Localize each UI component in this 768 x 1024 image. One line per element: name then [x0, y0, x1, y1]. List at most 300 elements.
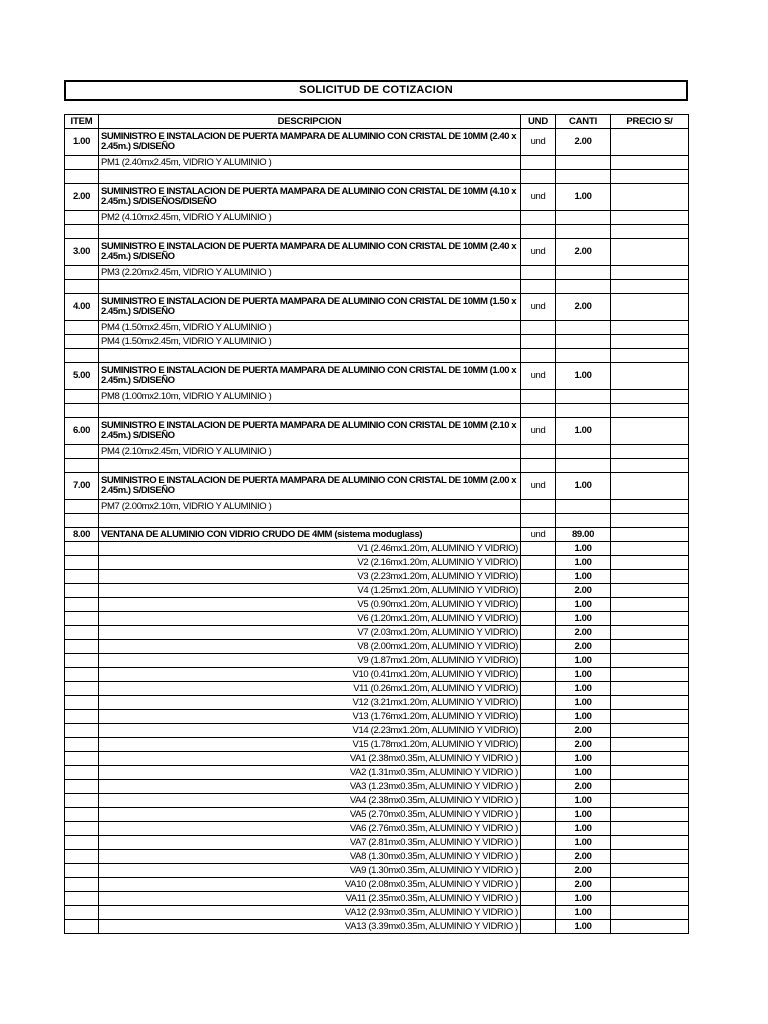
detail-row [65, 390, 689, 404]
window-empty [521, 696, 556, 710]
spacer-cell [556, 514, 611, 528]
item-quantity: 1.00 [556, 418, 611, 445]
window-empty [65, 556, 99, 570]
window-description: V5 (0.90mx1.20m, ALUMINIO Y VIDRIO) [99, 598, 521, 612]
detail-row [65, 156, 689, 170]
table-row [65, 129, 689, 156]
item-description: SUMINISTRO E INSTALACION DE PUERTA MAMPARA DE ALUMINIO CON CRISTAL DE 10MM (2.40 x 2.45m.) S/DISEÑO [99, 129, 521, 156]
window-row [65, 710, 689, 724]
spacer-cell [521, 225, 556, 239]
spacer-cell [556, 225, 611, 239]
item-number: 1.00 [65, 129, 99, 156]
window-empty [65, 808, 99, 822]
detail-empty [65, 211, 99, 225]
detail-empty [521, 445, 556, 459]
item-unit: und [521, 418, 556, 445]
window-description: VA3 (1.23mx0.35m, ALUMINIO Y VIDRIO ) [99, 780, 521, 794]
window-quantity: 2.00 [556, 640, 611, 654]
window-row [65, 794, 689, 808]
detail-empty [556, 321, 611, 335]
window-description: VA2 (1.31mx0.35m, ALUMINIO Y VIDRIO ) [99, 766, 521, 780]
detail-description: PM7 (2.00mx2.10m, VIDRIO Y ALUMINIO ) [99, 500, 521, 514]
item-unit: und [521, 294, 556, 321]
spacer-cell [556, 349, 611, 363]
window-empty [521, 654, 556, 668]
window-description: V15 (1.78mx1.20m, ALUMINIO Y VIDRIO) [99, 738, 521, 752]
detail-row [65, 445, 689, 459]
window-row [65, 542, 689, 556]
window-empty [521, 724, 556, 738]
item-unit: und [521, 473, 556, 500]
window-quantity: 1.00 [556, 920, 611, 934]
window-quantity: 1.00 [556, 570, 611, 584]
window-empty [521, 794, 556, 808]
detail-empty [65, 500, 99, 514]
spacer-cell [65, 225, 99, 239]
spacer-cell [521, 280, 556, 294]
spacer-cell [99, 225, 521, 239]
window-empty [65, 710, 99, 724]
detail-empty [521, 156, 556, 170]
item-unit: und [521, 528, 556, 542]
window-quantity: 2.00 [556, 878, 611, 892]
detail-empty [611, 500, 689, 514]
spacer-cell [99, 514, 521, 528]
window-row [65, 892, 689, 906]
spacer-cell [99, 404, 521, 418]
window-description: VA4 (2.38mx0.35m, ALUMINIO Y VIDRIO ) [99, 794, 521, 808]
spacer-cell [99, 280, 521, 294]
window-row [65, 626, 689, 640]
item-description: SUMINISTRO E INSTALACION DE PUERTA MAMPARA DE ALUMINIO CON CRISTAL DE 10MM (1.50 x 2.45m.) S/DISEÑO [99, 294, 521, 321]
detail-empty [521, 321, 556, 335]
window-price [611, 906, 689, 920]
item-price [611, 294, 689, 321]
spacer-row [65, 404, 689, 418]
detail-empty [65, 445, 99, 459]
header-descripcion: DESCRIPCION [99, 115, 521, 129]
window-empty [521, 640, 556, 654]
window-empty [65, 640, 99, 654]
window-quantity: 1.00 [556, 668, 611, 682]
detail-empty [556, 500, 611, 514]
window-empty [65, 682, 99, 696]
window-empty [65, 794, 99, 808]
window-quantity: 1.00 [556, 766, 611, 780]
window-price [611, 640, 689, 654]
item-number: 5.00 [65, 363, 99, 390]
window-empty [521, 598, 556, 612]
window-empty [65, 850, 99, 864]
window-price [611, 780, 689, 794]
table-header-row [65, 115, 689, 129]
spacer-row [65, 280, 689, 294]
detail-empty [65, 321, 99, 335]
window-empty [521, 892, 556, 906]
quotation-table [64, 114, 689, 934]
item-quantity: 1.00 [556, 363, 611, 390]
window-price [611, 822, 689, 836]
spacer-cell [65, 349, 99, 363]
window-row [65, 654, 689, 668]
window-quantity: 1.00 [556, 654, 611, 668]
window-empty [521, 906, 556, 920]
detail-empty [556, 266, 611, 280]
detail-empty [65, 266, 99, 280]
window-row [65, 864, 689, 878]
table-row [65, 294, 689, 321]
spacer-cell [521, 170, 556, 184]
window-price [611, 654, 689, 668]
table-row [65, 363, 689, 390]
window-description: V9 (1.87mx1.20m, ALUMINIO Y VIDRIO) [99, 654, 521, 668]
detail-empty [611, 211, 689, 225]
item-price [611, 239, 689, 266]
detail-empty [611, 445, 689, 459]
item-quantity: 1.00 [556, 473, 611, 500]
detail-row [65, 500, 689, 514]
window-empty [521, 570, 556, 584]
window-price [611, 556, 689, 570]
spacer-cell [65, 514, 99, 528]
window-quantity: 1.00 [556, 794, 611, 808]
window-description: V12 (3.21mx1.20m, ALUMINIO Y VIDRIO) [99, 696, 521, 710]
window-description: V11 (0.26mx1.20m, ALUMINIO Y VIDRIO) [99, 682, 521, 696]
window-price [611, 808, 689, 822]
detail-description: PM4 (2.10mx2.45m, VIDRIO Y ALUMINIO ) [99, 445, 521, 459]
detail-row [65, 321, 689, 335]
window-empty [65, 654, 99, 668]
window-empty [521, 808, 556, 822]
window-empty [521, 556, 556, 570]
item-description: SUMINISTRO E INSTALACION DE PUERTA MAMPARA DE ALUMINIO CON CRISTAL DE 10MM (1.00 x 2.45m.) S/DISEÑO [99, 363, 521, 390]
detail-empty [521, 335, 556, 349]
window-price [611, 584, 689, 598]
window-row [65, 808, 689, 822]
window-description: V2 (2.16mx1.20m, ALUMINIO Y VIDRIO) [99, 556, 521, 570]
window-empty [521, 668, 556, 682]
window-quantity: 1.00 [556, 542, 611, 556]
window-empty [521, 920, 556, 934]
window-row [65, 780, 689, 794]
window-price [611, 766, 689, 780]
window-row [65, 878, 689, 892]
window-description: V8 (2.00mx1.20m, ALUMINIO Y VIDRIO) [99, 640, 521, 654]
window-quantity: 1.00 [556, 612, 611, 626]
window-empty [65, 542, 99, 556]
item-number: 7.00 [65, 473, 99, 500]
window-price [611, 626, 689, 640]
window-description: VA12 (2.93mx0.35m, ALUMINIO Y VIDRIO ) [99, 906, 521, 920]
spacer-cell [556, 170, 611, 184]
detail-empty [611, 321, 689, 335]
detail-empty [556, 390, 611, 404]
window-description: VA9 (1.30mx0.35m, ALUMINIO Y VIDRIO ) [99, 864, 521, 878]
item-price [611, 129, 689, 156]
window-description: VA8 (1.30mx0.35m, ALUMINIO Y VIDRIO ) [99, 850, 521, 864]
window-empty [65, 570, 99, 584]
window-quantity: 2.00 [556, 738, 611, 752]
window-price [611, 878, 689, 892]
detail-description: PM8 (1.00mx2.10m, VIDRIO Y ALUMINIO ) [99, 390, 521, 404]
window-empty [521, 752, 556, 766]
item-description: SUMINISTRO E INSTALACION DE PUERTA MAMPARA DE ALUMINIO CON CRISTAL DE 10MM (2.10 x 2.45m.) S/DISEÑO [99, 418, 521, 445]
window-quantity: 1.00 [556, 556, 611, 570]
spacer-cell [65, 459, 99, 473]
window-description: V3 (2.23mx1.20m, ALUMINIO Y VIDRIO) [99, 570, 521, 584]
window-row [65, 598, 689, 612]
item-unit: und [521, 129, 556, 156]
detail-row [65, 266, 689, 280]
header-canti: CANTI [556, 115, 611, 129]
window-empty [65, 752, 99, 766]
page-title: SOLICITUD DE COTIZACION [64, 80, 688, 101]
item-unit: und [521, 239, 556, 266]
window-empty [521, 542, 556, 556]
item-price [611, 184, 689, 211]
detail-description: PM4 (1.50mx2.45m, VIDRIO Y ALUMINIO ) [99, 321, 521, 335]
detail-empty [556, 156, 611, 170]
item-number: 2.00 [65, 184, 99, 211]
header-item: ITEM [65, 115, 99, 129]
window-empty [65, 696, 99, 710]
table-row [65, 418, 689, 445]
window-row [65, 556, 689, 570]
detail-empty [556, 335, 611, 349]
window-row [65, 906, 689, 920]
detail-empty [521, 211, 556, 225]
window-price [611, 682, 689, 696]
window-quantity: 1.00 [556, 696, 611, 710]
spacer-row [65, 225, 689, 239]
item-price [611, 418, 689, 445]
window-empty [521, 710, 556, 724]
spacer-cell [521, 404, 556, 418]
window-empty [65, 878, 99, 892]
item-number: 3.00 [65, 239, 99, 266]
detail-empty [611, 266, 689, 280]
item-unit: und [521, 363, 556, 390]
detail-empty [611, 335, 689, 349]
window-empty [521, 766, 556, 780]
spacer-cell [611, 280, 689, 294]
spacer-cell [611, 225, 689, 239]
window-price [611, 794, 689, 808]
detail-description: PM4 (1.50mx2.45m, VIDRIO Y ALUMINIO ) [99, 335, 521, 349]
window-price [611, 836, 689, 850]
window-description: VA13 (3.39mx0.35m, ALUMINIO Y VIDRIO ) [99, 920, 521, 934]
item-number: 4.00 [65, 294, 99, 321]
window-quantity: 1.00 [556, 598, 611, 612]
window-empty [521, 836, 556, 850]
window-row [65, 766, 689, 780]
window-quantity: 2.00 [556, 626, 611, 640]
window-price [611, 598, 689, 612]
detail-empty [611, 156, 689, 170]
detail-empty [65, 156, 99, 170]
window-price [611, 612, 689, 626]
window-empty [65, 920, 99, 934]
detail-description: PM3 (2.20mx2.45m, VIDRIO Y ALUMINIO ) [99, 266, 521, 280]
window-price [611, 892, 689, 906]
window-empty [65, 598, 99, 612]
window-row [65, 612, 689, 626]
window-price [611, 710, 689, 724]
window-quantity: 1.00 [556, 752, 611, 766]
spacer-row [65, 514, 689, 528]
window-empty [521, 584, 556, 598]
detail-row [65, 335, 689, 349]
window-quantity: 1.00 [556, 710, 611, 724]
spacer-cell [611, 349, 689, 363]
spacer-row [65, 170, 689, 184]
window-description: VA11 (2.35mx0.35m, ALUMINIO Y VIDRIO ) [99, 892, 521, 906]
detail-description: PM1 (2.40mx2.45m, VIDRIO Y ALUMINIO ) [99, 156, 521, 170]
window-quantity: 2.00 [556, 864, 611, 878]
window-row [65, 570, 689, 584]
window-empty [65, 766, 99, 780]
spacer-cell [611, 404, 689, 418]
window-row [65, 920, 689, 934]
window-row [65, 738, 689, 752]
window-row [65, 822, 689, 836]
spacer-cell [65, 170, 99, 184]
detail-empty [521, 500, 556, 514]
detail-empty [521, 266, 556, 280]
spacer-cell [99, 349, 521, 363]
table-row [65, 473, 689, 500]
window-empty [65, 626, 99, 640]
spacer-row [65, 459, 689, 473]
detail-empty [65, 390, 99, 404]
window-empty [65, 612, 99, 626]
window-row [65, 682, 689, 696]
window-row [65, 724, 689, 738]
window-row [65, 696, 689, 710]
window-description: V13 (1.76mx1.20m, ALUMINIO Y VIDRIO) [99, 710, 521, 724]
window-empty [65, 822, 99, 836]
spacer-row [65, 349, 689, 363]
window-empty [521, 626, 556, 640]
window-quantity: 2.00 [556, 780, 611, 794]
window-quantity: 1.00 [556, 892, 611, 906]
window-quantity: 2.00 [556, 850, 611, 864]
window-quantity: 1.00 [556, 822, 611, 836]
window-row [65, 752, 689, 766]
window-quantity: 1.00 [556, 836, 611, 850]
item-quantity: 2.00 [556, 239, 611, 266]
detail-empty [556, 211, 611, 225]
window-description: VA1 (2.38mx0.35m, ALUMINIO Y VIDRIO ) [99, 752, 521, 766]
window-empty [521, 878, 556, 892]
window-description: VA10 (2.08mx0.35m, ALUMINIO Y VIDRIO ) [99, 878, 521, 892]
detail-row [65, 211, 689, 225]
window-price [611, 752, 689, 766]
window-description: V4 (1.25mx1.20m, ALUMINIO Y VIDRIO) [99, 584, 521, 598]
window-price [611, 738, 689, 752]
item-description: SUMINISTRO E INSTALACION DE PUERTA MAMPARA DE ALUMINIO CON CRISTAL DE 10MM (2.40 x 2.45m.) S/DISEÑO [99, 239, 521, 266]
header-und: UND [521, 115, 556, 129]
spacer-cell [521, 459, 556, 473]
window-empty [521, 682, 556, 696]
window-description: VA6 (2.76mx0.35m, ALUMINIO Y VIDRIO ) [99, 822, 521, 836]
spacer-cell [611, 459, 689, 473]
window-price [611, 542, 689, 556]
window-description: V6 (1.20mx1.20m, ALUMINIO Y VIDRIO) [99, 612, 521, 626]
item-number: 8.00 [65, 528, 99, 542]
window-quantity: 1.00 [556, 906, 611, 920]
spacer-cell [611, 514, 689, 528]
window-quantity: 2.00 [556, 584, 611, 598]
window-empty [65, 892, 99, 906]
window-empty [65, 584, 99, 598]
item-price [611, 473, 689, 500]
window-empty [521, 738, 556, 752]
window-empty [65, 906, 99, 920]
window-empty [65, 836, 99, 850]
header-precio: PRECIO S/ [611, 115, 689, 129]
window-empty [65, 780, 99, 794]
item-description: SUMINISTRO E INSTALACION DE PUERTA MAMPARA DE ALUMINIO CON CRISTAL DE 10MM (4.10 x 2.45m.) S/DISEÑOS/DISEÑO [99, 184, 521, 211]
spacer-cell [611, 170, 689, 184]
window-price [611, 570, 689, 584]
window-empty [65, 864, 99, 878]
window-empty [521, 864, 556, 878]
spacer-cell [521, 514, 556, 528]
detail-empty [521, 390, 556, 404]
spacer-cell [521, 349, 556, 363]
item-quantity: 1.00 [556, 184, 611, 211]
table-row [65, 239, 689, 266]
item-description: VENTANA DE ALUMINIO CON VIDRIO CRUDO DE 4MM (sistema moduglass) [99, 528, 521, 542]
window-row [65, 668, 689, 682]
window-row [65, 640, 689, 654]
window-quantity: 1.00 [556, 682, 611, 696]
window-description: VA5 (2.70mx0.35m, ALUMINIO Y VIDRIO ) [99, 808, 521, 822]
window-row [65, 836, 689, 850]
window-row [65, 850, 689, 864]
window-empty [65, 668, 99, 682]
table-row [65, 528, 689, 542]
spacer-cell [99, 459, 521, 473]
window-empty [65, 738, 99, 752]
item-description: SUMINISTRO E INSTALACION DE PUERTA MAMPARA DE ALUMINIO CON CRISTAL DE 10MM (2.00 x 2.45m.) S/DISEÑO [99, 473, 521, 500]
item-price [611, 528, 689, 542]
window-price [611, 864, 689, 878]
spacer-cell [556, 459, 611, 473]
item-number: 6.00 [65, 418, 99, 445]
window-empty [521, 612, 556, 626]
window-price [611, 920, 689, 934]
spacer-cell [99, 170, 521, 184]
table-row [65, 184, 689, 211]
window-description: VA7 (2.81mx0.35m, ALUMINIO Y VIDRIO ) [99, 836, 521, 850]
window-quantity: 1.00 [556, 808, 611, 822]
detail-description: PM2 (4.10mx2.45m, VIDRIO Y ALUMINIO ) [99, 211, 521, 225]
window-empty [521, 850, 556, 864]
item-unit: und [521, 184, 556, 211]
item-quantity: 2.00 [556, 294, 611, 321]
item-quantity: 89.00 [556, 528, 611, 542]
spacer-cell [556, 404, 611, 418]
window-price [611, 696, 689, 710]
window-description: V14 (2.23mx1.20m, ALUMINIO Y VIDRIO) [99, 724, 521, 738]
window-price [611, 724, 689, 738]
detail-empty [65, 335, 99, 349]
window-empty [521, 780, 556, 794]
window-description: V10 (0.41mx1.20m, ALUMINIO Y VIDRIO) [99, 668, 521, 682]
window-price [611, 850, 689, 864]
